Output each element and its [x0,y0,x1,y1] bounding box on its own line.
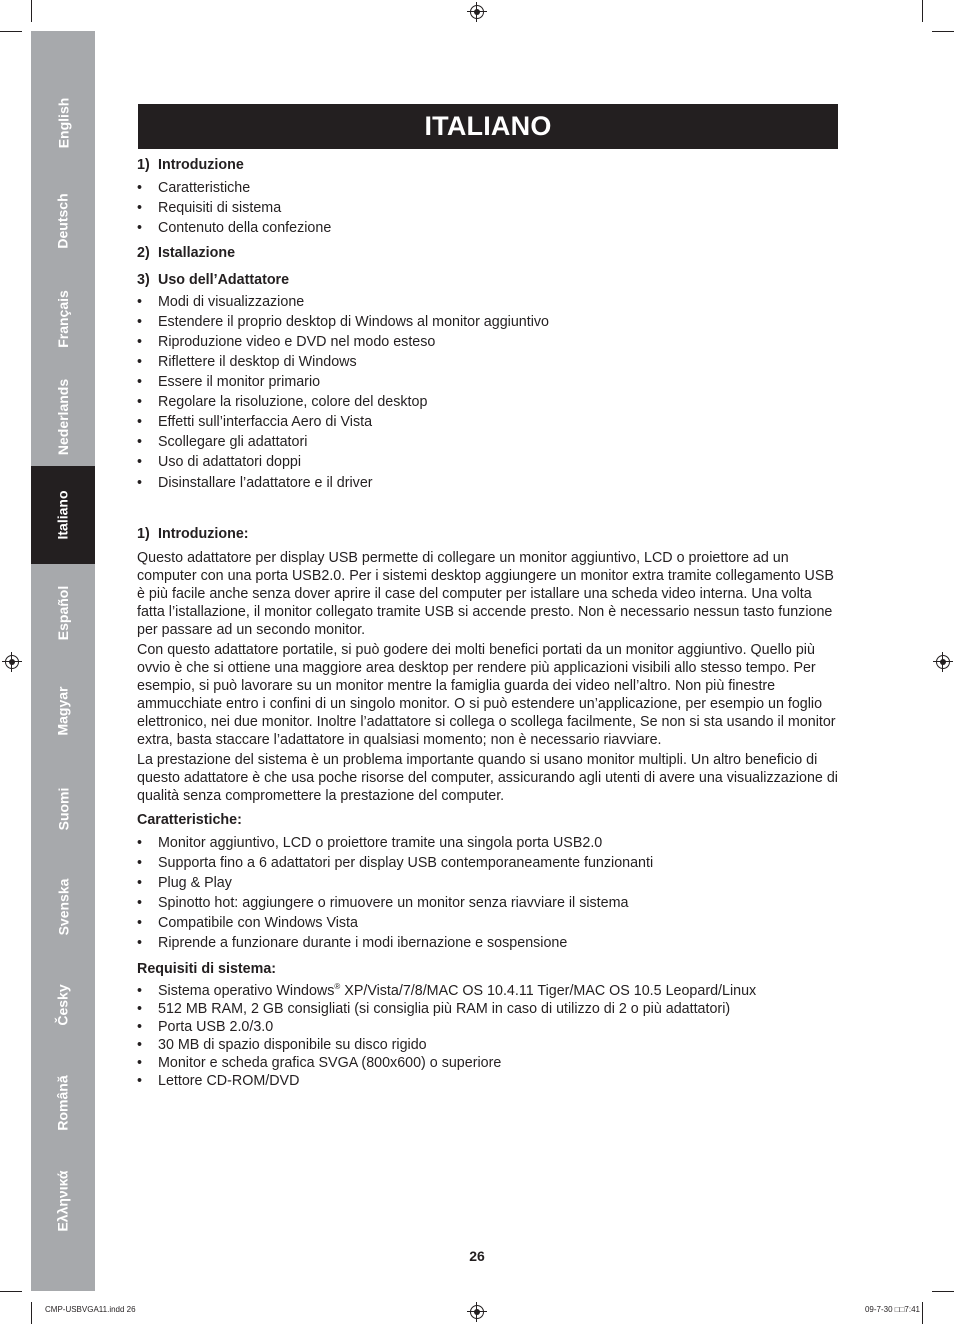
tab-label: Nederlands [55,378,71,456]
list-item: • 30 MB di spazio disponibile su disco rigido [137,1036,839,1054]
tab-label: Svenska [54,878,71,936]
crop-mark [31,1302,32,1324]
tab-italiano[interactable] [31,466,95,564]
crop-mark [932,1291,954,1292]
list-item: • Supporta fino a 6 adattatori per display USB contemporaneamente funzionanti [137,853,839,873]
crop-mark [932,31,954,32]
requirements-list [137,982,839,1090]
list-item: • Monitor e scheda grafica SVGA (800x600) o superiore [137,1054,839,1072]
crop-mark [0,1291,22,1292]
tab-label: Suomi [55,787,71,831]
toc-list [137,178,839,238]
toc-heading-uso [137,271,839,289]
section-number: 1) [137,526,150,542]
tab-deutsch[interactable] [31,172,95,270]
registration-mark-icon [936,655,950,669]
list-item: • Caratteristiche [137,178,839,198]
list-item: • Lettore CD-ROM/DVD [137,1072,839,1090]
registered-mark: ® [334,982,341,992]
list-item: • Essere il monitor primario [137,372,839,392]
tab-label: Italiano [54,490,71,540]
tab-francais[interactable] [31,270,95,368]
title-banner [138,104,838,149]
page-title: ITALIANO [424,111,552,141]
requirement-os-suffix: XP/Vista/7/8/MAC OS 10.4.11 Tiger/MAC OS 10.5 Leopard/Linux [340,983,757,999]
paragraph: La prestazione del sistema è un problema importante quando si usano monitor multipli. Un altro beneficio di questo adattatore è che usa poche risorse del computer, assicurando agli utenti di avere una visualizzazione di qualità senza compromettere la prestazione del computer. [137,752,838,804]
features-heading: Caratteristiche: [137,812,242,828]
crop-mark [31,0,32,22]
section-number: 2) [137,245,150,261]
main-content [137,156,839,1090]
list-item: • Effetti sull’interfaccia Aero di Vista [137,412,839,432]
requirements-heading: Requisiti di sistema: [137,961,277,977]
section-label: Introduzione: [158,526,249,542]
section-label: Introduzione [158,157,244,173]
tab-magyar[interactable] [31,662,95,760]
crop-mark [922,0,923,22]
tab-label: Español [55,585,71,641]
list-item: • Requisiti di sistema [137,198,839,218]
section-heading-introduzione [137,525,839,543]
list-item: • Riproduzione video e DVD nel modo esteso [137,332,839,352]
list-item: • Plug & Play [137,873,839,893]
list-item: • Monitor aggiuntivo, LCD o proiettore tramite una singola porta USB2.0 [137,833,839,853]
tab-label: Română [54,1075,71,1131]
list-item: • Regolare la risoluzione, colore del desktop [137,392,839,412]
list-item: • Riprende a funzionare durante i modi ibernazione e sospensione [137,933,839,953]
paragraph: Con questo adattatore portatile, si può godere dei molti benefici portati da un monitor aggiuntivo. Quello più ovvio è che si ottiene una maggiore area desktop per rendere più applicazioni visibili allo stesso tempo. Per esempio, si può lavorare su un monitor mentre la famiglia guarda dei video nell’altro. Non più finestre ammucchiate entro i confini di un singolo monitor. O si può estendere un’applicazione, per esempio un foglio elettronico, nei due monitor. Inoltre l’adattatore si collega o scollega facilmente, Se non si sta usando il monitor extra, basta staccare l’adattatore in qualsiasi momento; non è necessario riavviare. [137,642,836,748]
list-item [137,982,839,1000]
list-item: • Spinotto hot: aggiungere o rimuovere un monitor senza riavviare il sistema [137,893,839,913]
list-item: • Compatibile con Windows Vista [137,913,839,933]
list-item: • Disinstallare l’adattatore e il driver [137,473,839,493]
tab-nederlands[interactable] [31,368,95,466]
list-item: • Riflettere il desktop di Windows [137,352,839,372]
tab-suomi[interactable] [31,760,95,858]
toc-list [137,292,839,493]
list-item: • Modi di visualizzazione [137,292,839,312]
list-item: • Porta USB 2.0/3.0 [137,1018,839,1036]
section-label: Uso dell’Adattatore [158,272,290,288]
tab-label: Français [55,290,71,348]
tab-espanol[interactable] [31,564,95,662]
toc-heading-istallazione [137,244,839,262]
section-label: Istallazione [158,245,236,261]
crop-mark [0,31,22,32]
tab-svenska[interactable] [31,858,95,956]
tab-label: Česky [54,984,71,1026]
registration-mark-icon [470,5,484,19]
tab-label: Ελληνικά [55,1170,71,1232]
registration-mark-icon [470,1305,484,1319]
crop-mark [922,1302,923,1324]
list-item: • Uso di adattatori doppi [137,452,839,472]
tab-label: English [55,97,71,149]
tab-romana[interactable] [31,1054,95,1152]
tab-cesky[interactable] [31,956,95,1054]
list-item: • 512 MB RAM, 2 GB consigliati (si consiglia più RAM in caso di utilizzo di 2 o più adattatori) [137,1000,839,1018]
language-sidebar [31,31,95,1291]
features-list [137,833,839,953]
section-number: 1) [137,157,150,173]
page-number: 26 [469,1248,485,1264]
tab-ellinika[interactable] [31,1152,95,1250]
list-item: • Contenuto della confezione [137,218,839,238]
paragraph: Questo adattatore per display USB permette di collegare un monitor aggiuntivo, LCD o proiettore ad un computer con una porta USB2.0. Per i sistemi desktop aggiungere un monitor extra tramite collegamento USB è più facile anche senza dover aprire il case del computer per istallare una scheda video interna. Una volta fatta l’istallazione, il monitor collegato tramite USB si accende presto. Non è necessario nessun tasto funzione per passare ad un secondo monitor. [137,550,834,638]
tab-label: Magyar [55,686,71,736]
list-item: • Estendere il proprio desktop di Windows al monitor aggiuntivo [137,312,839,332]
slug-date: 09-7-30 □□7:41 [864,1305,920,1314]
tab-english[interactable] [31,74,95,172]
registration-mark-icon [5,655,19,669]
toc-heading-introduzione [137,156,839,174]
list-item: • Scollegare gli adattatori [137,432,839,452]
requirement-os-prefix: Sistema operativo Windows [158,983,335,999]
section-number: 3) [137,272,150,288]
tab-label: Deutsch [54,193,71,249]
slug-file: CMP-USBVGA11.indd 26 [45,1305,136,1314]
